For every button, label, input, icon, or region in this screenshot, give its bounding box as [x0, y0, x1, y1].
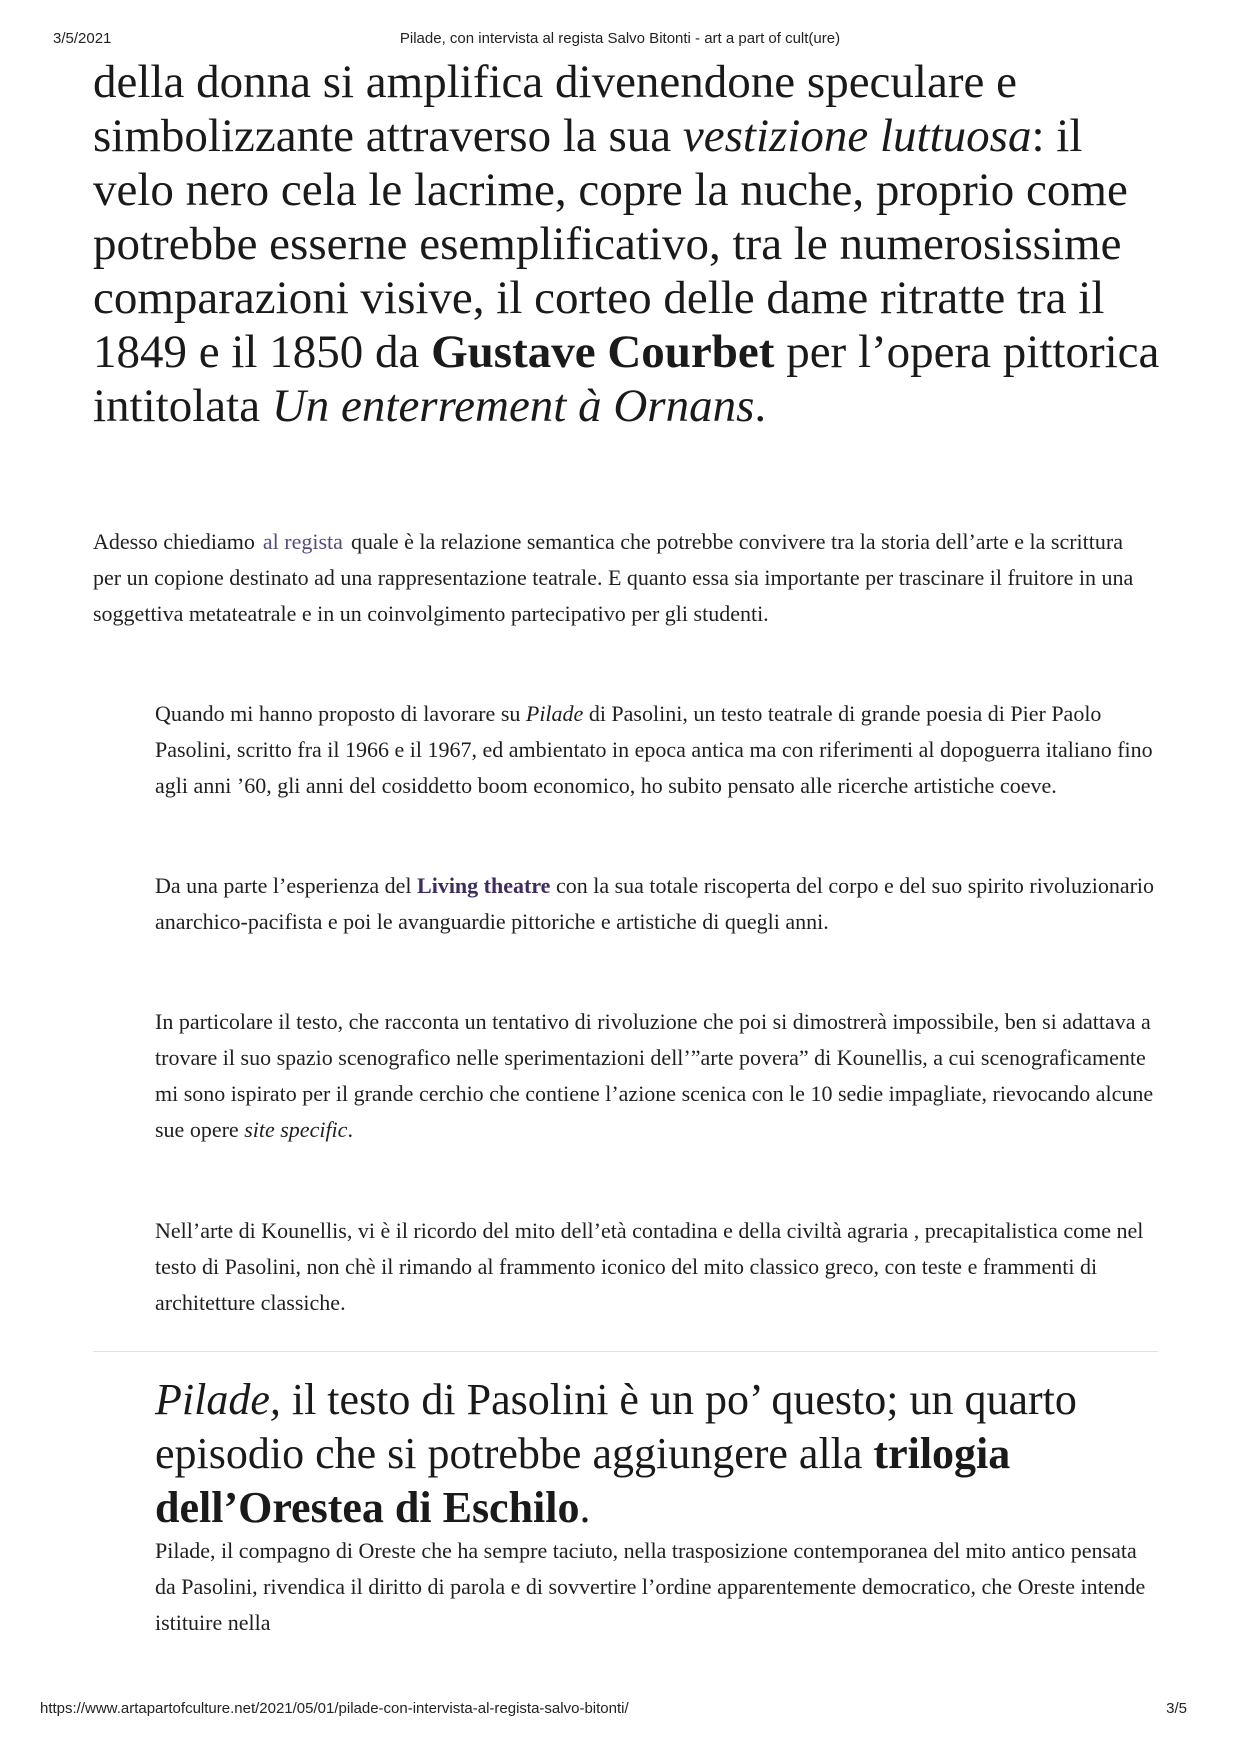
- answer-text: con la sua totale riscoperta del corpo e del suo spirito rivoluzionario anarchico-pacifista e poi le avanguardie pittoriche e artistiche di quegli anni.: [155, 873, 1155, 934]
- answer-text: In particolare il testo, che racconta un tentativo di rivoluzione che poi si dimostrerà impossibile, ben si adattava a trovare il suo spazio scenografico nelle sperimentazioni dell’”arte povera” di Kounellis, a cui scenograficamente mi sono ispirato per il grande cerchio che contiene l’azione scenica con le 10 sedie impagliate, rievocando alcune sue opere: [155, 1009, 1154, 1142]
- answer-paragraph-3: [155, 1004, 1155, 1148]
- print-page-number: 3/5: [1166, 1700, 1187, 1717]
- answer-paragraph-4: Nell’arte di Kounellis, vi è il ricordo del mito dell’età contadina e della civiltà agraria , precapitalistica come nel testo di Pasolini, non chè il rimando al frammento iconico del mito classico greco, con teste e frammenti di architetture classiche.: [155, 1218, 1144, 1315]
- answer-emphasis: Pilade: [525, 701, 584, 726]
- answer-text: Da una parte l’esperienza del: [155, 873, 418, 898]
- answer-emphasis: site specific: [244, 1117, 348, 1142]
- heading-emphasis: Pilade,: [155, 1375, 281, 1424]
- print-page-title: Pilade, con intervista al regista Salvo Bitonti - art a part of cult(ure): [399, 30, 841, 47]
- lead-quote: [93, 55, 1173, 433]
- heading-text: il testo di Pasolini è un po’ questo; un quarto episodio che si potrebbe aggiungere alla: [155, 1375, 1077, 1478]
- print-url: https://www.artapartofculture.net/2021/05/01/pilade-con-intervista-al-regista-salvo-bitonti/: [40, 1700, 629, 1717]
- answer-text: Quando mi hanno proposto di lavorare su: [155, 701, 526, 726]
- lead-text: .: [754, 380, 767, 432]
- living-theatre-link[interactable]: Living theatre: [417, 873, 551, 898]
- heading-text: .: [579, 1483, 591, 1532]
- answer-text: .: [347, 1117, 353, 1142]
- closing-paragraph: Pilade, il compagno di Oreste che ha sempre taciuto, nella trasposizione contemporanea del mito antico pensata da Pasolini, rivendica il diritto di parola e di sovvertire l’ordine apparentemente democratico, che Oreste intende istituire nella: [155, 1538, 1146, 1635]
- regista-link[interactable]: al regista: [262, 529, 343, 554]
- answer-paragraph-2: [155, 868, 1155, 940]
- answer-text: di Pasolini, un testo teatrale di grande poesia di Pier Paolo Pasolini, scritto fra il 1966 e il 1967, ed ambientato in epoca antica ma con riferimenti al dopoguerra italiano fino agli anni ’60, gli anni del cosiddetto boom economico, ho subito pensato alle ricerche artistiche coeve.: [155, 701, 1153, 798]
- heading-strong: trilogia dell’Orestea di Eschilo: [155, 1429, 1011, 1532]
- lead-text: per l’opera pittorica intitolata: [93, 326, 1160, 432]
- lead-text: della donna si amplifica divenendone speculare e simbolizzante attraverso la sua: [93, 56, 1017, 162]
- section-divider: [93, 1351, 1158, 1352]
- lead-text: : il velo nero cela le lacrime, copre la nuche, proprio come potrebbe esserne esemplificativo, tra le numerosissime comparazioni visive, il corteo delle dame ritratte tra il 1849 e il 1850 da: [93, 110, 1128, 378]
- section-heading: [155, 1373, 1155, 1535]
- lead-artwork-title: Un enterrement à Ornans: [271, 380, 755, 432]
- intro-text: quale è la relazione semantica che potrebbe convivere tra la storia dell’arte e la scrittura per un copione destinato ad una rappresentazione teatrale. E quanto essa sia importante per trascinare il fruitore in una soggettiva metateatrale e in un coinvolgimento partecipativo per gli studenti.: [93, 529, 1134, 626]
- intro-paragraph: [93, 524, 1153, 632]
- intro-text: Adesso chiediamo: [93, 529, 255, 554]
- answer-paragraph-1: [155, 696, 1155, 804]
- lead-emphasis: vestizione luttuosa: [682, 110, 1032, 162]
- print-date: 3/5/2021: [53, 30, 112, 47]
- lead-artist-name: Gustave Courbet: [431, 326, 775, 378]
